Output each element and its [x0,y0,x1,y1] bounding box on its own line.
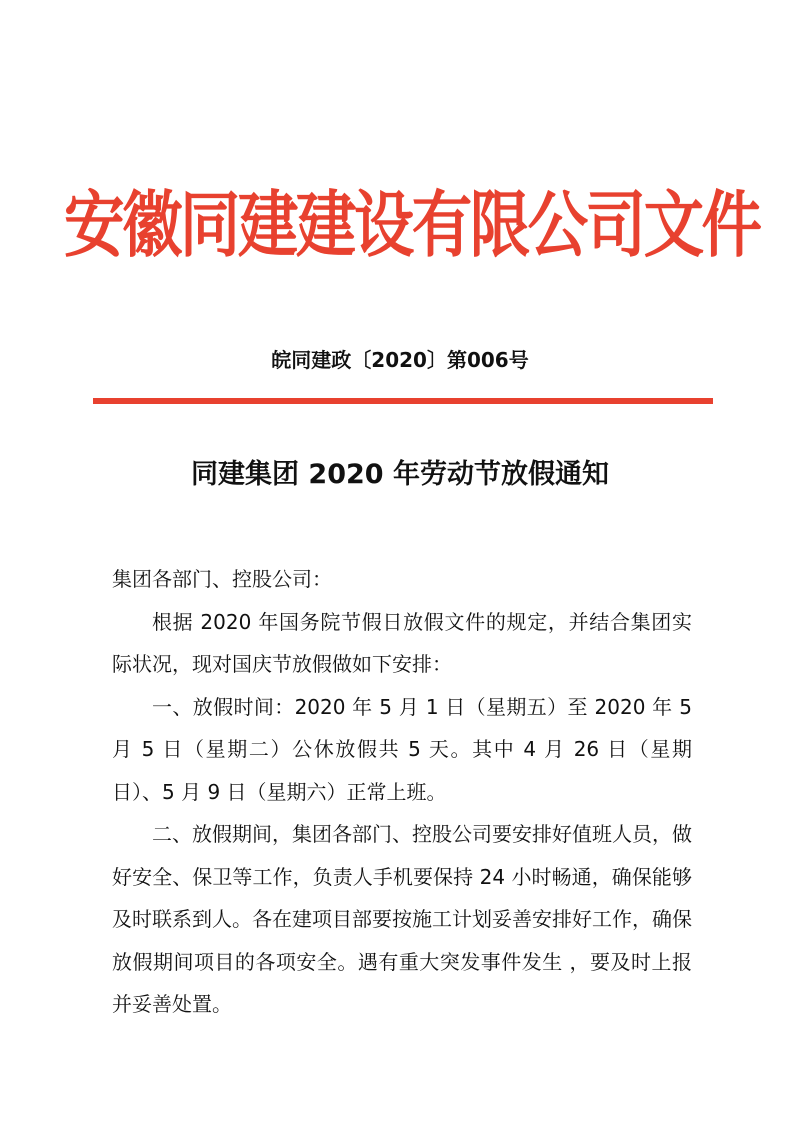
notice-body [112,558,692,1026]
notice-title: 同建集团 2020 年劳动节放假通知 [191,459,609,490]
document-header-title: 安徽同建建设有限公司文件 [64,182,760,267]
paragraph-holiday-time: 一、放假时间：2020 年 5 月 1 日（星期五）至 2020 年 5 月 5 日（星期二）公休放假共 5 天。其中 4 月 26 日（星期日）、5 月 9 日（星期六）正常上班。 [112,694,692,804]
document-number: 皖同建政〔2020〕第006号 [271,348,529,372]
paragraph-duty-arrangement: 二、放假期间，集团各部门、控股公司要安排好值班人员，做好安全、保卫等工作，负责人手机要保持 24 小时畅通，确保能够及时联系到人。各在建项目部要按施工计划妥善安排好工作，确保放假期间项目的各项安全。遇有重大突发事件发生 ，要及时上报并妥善处置。 [112,822,692,1016]
paragraph-intro: 根据 2020 年国务院节假日放假文件的规定，并结合集团实际状况，现对国庆节放假做如下安排： [112,609,692,676]
salutation: 集团各部门、控股公司： [112,567,332,591]
red-divider-line [93,398,713,404]
